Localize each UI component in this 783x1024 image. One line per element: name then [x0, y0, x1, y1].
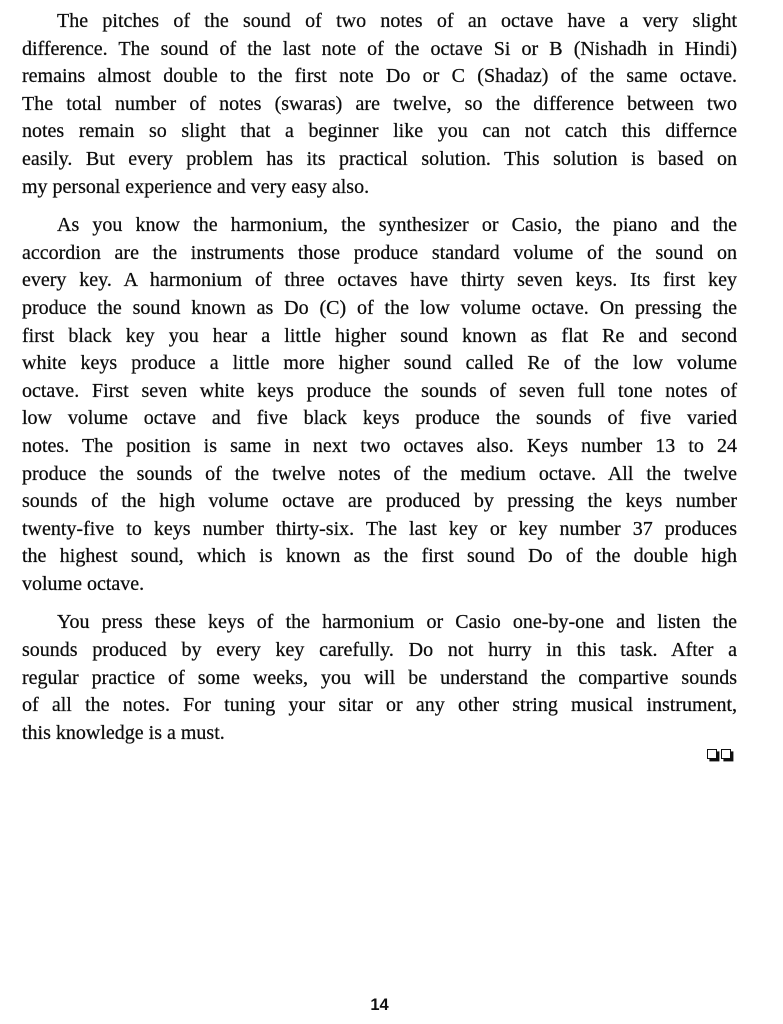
paragraph	[22, 609, 737, 747]
page-footer	[22, 996, 737, 1015]
text-line: notes remain so slight that a beginner like you can not catch this differnce	[22, 120, 737, 143]
text-line: every key. A harmonium of three octaves have thirty seven keys. Its first key	[22, 269, 737, 292]
text-line: sounds of the high volume octave are produced by pressing the keys number	[22, 490, 737, 513]
text-line: difference. The sound of the last note of the octave Si or B (Nishadh in Hindi)	[22, 37, 737, 60]
text-line: white keys produce a little more higher sound called Re of the low volume	[22, 352, 737, 375]
text-line: sounds produced by every key carefully. Do not hurry in this task. After a	[22, 639, 737, 662]
text-line: twenty-five to keys number thirty-six. The last key or key number 37 produces	[22, 517, 737, 540]
text-line: low volume octave and five black keys produce the sounds of five varied	[22, 407, 737, 430]
text-line: the highest sound, which is known as the first sound Do of the double high	[22, 545, 737, 568]
shadowed-square-icon	[707, 749, 717, 759]
chapter-end-marker	[707, 749, 731, 759]
text-line: The total number of notes (swaras) are twelve, so the difference between two	[22, 92, 737, 115]
text-line: remains almost double to the first note Do or C (Shadaz) of the same octave.	[22, 65, 737, 88]
text-line: this knowledge is a must.	[22, 721, 225, 744]
text-line: accordion are the instruments those produce standard volume of the sound on	[22, 241, 737, 264]
shadowed-square-icon	[721, 749, 731, 759]
text-line: regular practice of some weeks, you will be understand the compartive sounds	[22, 666, 737, 689]
text-line: my personal experience and very easy also.	[22, 175, 370, 198]
text-line: produce the sounds of the twelve notes of the medium octave. All the twelve	[22, 462, 737, 485]
paragraph	[22, 212, 737, 598]
page-text	[22, 8, 737, 747]
page-number: 14	[370, 996, 389, 1014]
paragraph	[22, 8, 737, 201]
text-line: As you know the harmonium, the synthesizer or Casio, the piano and the	[57, 214, 737, 237]
text-line: of all the notes. For tuning your sitar or any other string musical instrument,	[22, 694, 737, 717]
text-line: volume octave.	[22, 572, 145, 595]
text-line: produce the sound known as Do (C) of the low volume octave. On pressing the	[22, 296, 737, 319]
text-line: The pitches of the sound of two notes of an octave have a very slight	[57, 10, 737, 32]
text-line: notes. The position is same in next two octaves also. Keys number 13 to 24	[22, 434, 737, 457]
text-line: You press these keys of the harmonium or Casio one-by-one and listen the	[57, 611, 737, 634]
text-line: first black key you hear a little higher sound known as flat Re and second	[22, 324, 737, 347]
text-line: octave. First seven white keys produce the sounds of seven full tone notes of	[22, 379, 737, 402]
text-line: easily. But every problem has its practical solution. This solution is based on	[22, 147, 737, 170]
